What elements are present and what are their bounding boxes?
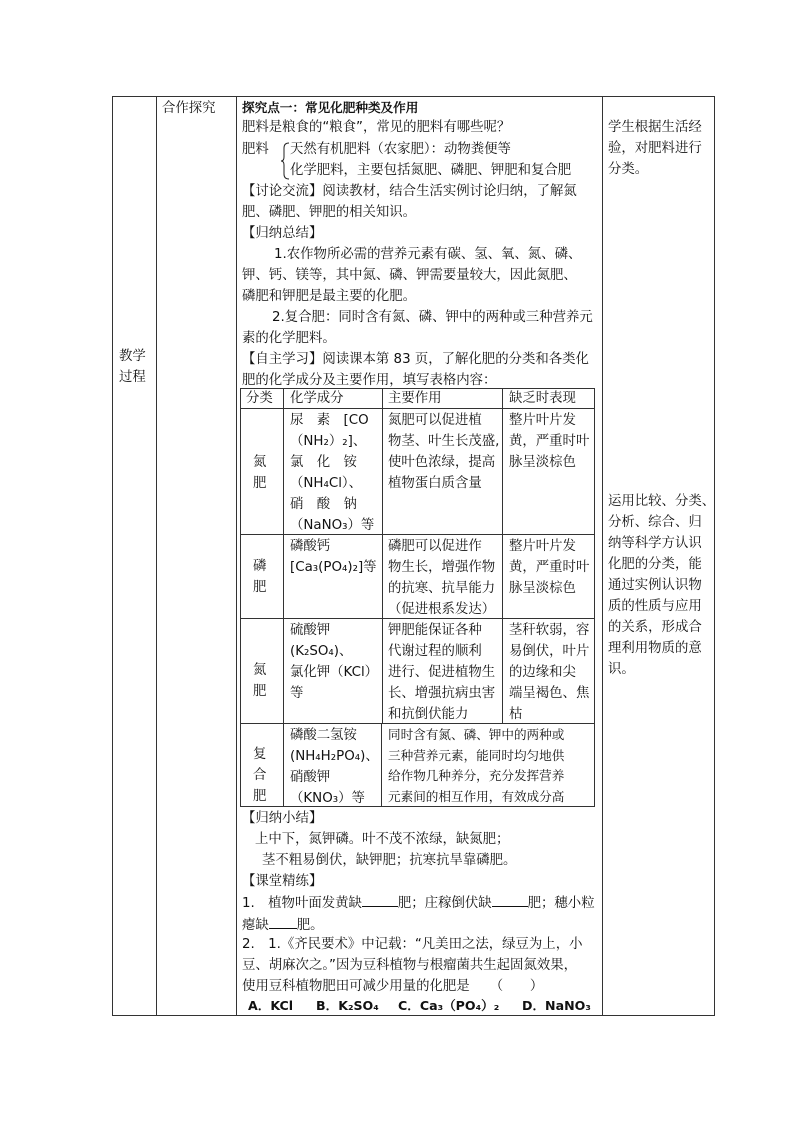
table-row-component: 磷酸二氢铵 (NH₄H₂PO₄)、 硝酸钾 （KNO₃）等 bbox=[290, 728, 379, 806]
table-row-component: 硫酸钾 (K₂SO₄)、 氯化钾（KCl） 等 bbox=[290, 623, 379, 701]
section-label: 教学 过程 bbox=[119, 349, 146, 385]
table-row-function: 同时含有氮、磷、钾中的两种或 三种营养元素，能同时均匀地供 给作物几种养分，充分发挥营养 元素间的相互作用，有效成分高 bbox=[388, 727, 565, 804]
table-row-component: 尿 素 [CO （NH₂）₂]、 氯 化 铵 （NH₄Cl）、 硝 酸 钠 （NaNO₃）等 bbox=[290, 413, 375, 533]
question-text: 肥料是粮食的“粮食”，常见的肥料有哪些呢？ bbox=[242, 120, 511, 135]
summary-point-2: 2.复合肥：同时含有氮、磷、钾中的两种或三种营养元 素的化学肥料。 bbox=[242, 310, 593, 346]
question-1: 1. 植物叶面发黄缺 肥；庄稼倒伏缺 肥；穗小粒 瘪缺 肥。 bbox=[242, 892, 595, 936]
organic-fertilizer: 天然有机肥料（农家肥）：动物粪便等 bbox=[290, 142, 511, 157]
section-heading: 探究点一：常见化肥种类及作用 bbox=[242, 100, 419, 115]
design-note-1: 学生根据生活经 验，对肥料进行 分类。 bbox=[608, 120, 702, 177]
answer-blank[interactable] bbox=[362, 892, 398, 907]
table-row-category: 磷 肥 bbox=[253, 559, 267, 595]
rhyme-line-2: 茎不粗易倒伏，缺钾肥；抗寒抗旱靠磷肥。 bbox=[262, 853, 517, 868]
table-divider bbox=[381, 723, 382, 807]
column-divider bbox=[602, 96, 603, 1016]
option-a[interactable]: A．KCl bbox=[248, 998, 294, 1013]
table-row-category: 复 合 肥 bbox=[253, 747, 267, 804]
summary-point-1: 1.农作物所必需的营养元素有碳、氢、氧、氮、磷、 钾、钙、镁等，其中氮、磷、钾需要量较大，因此氮肥、 磷肥和钾肥是最主要的化肥。 bbox=[242, 247, 582, 304]
small-summary-title: 【归纳小结】 bbox=[242, 811, 323, 826]
practice-title: 【课堂精练】 bbox=[242, 874, 323, 889]
table-header: 化学成分 bbox=[290, 391, 344, 406]
table-row-component: 磷酸钙 [Ca₃(PO₄)₂]等 bbox=[290, 539, 377, 575]
fertilizer-label: 肥料 bbox=[242, 142, 269, 157]
table-header: 主要作用 bbox=[388, 391, 442, 406]
table-row-function: 磷肥可以促进作 物生长，增强作物 的抗寒、抗旱能力 （促进根系发达） bbox=[388, 539, 496, 617]
design-note-2: 运用比较、分类、 分析、综合、归 纳等科学方认识 化肥的分类，能 通过实例认识物 质的性质与应用 的关系，形成合 理利用物质的意 识。 bbox=[608, 494, 716, 677]
table-header: 缺乏时表现 bbox=[509, 391, 576, 406]
chemical-fertilizer: 化学肥料，主要包括氮肥、磷肥、钾肥和复合肥 bbox=[290, 163, 572, 178]
table-row-deficiency: 茎秆软弱，容 易倒伏，叶片 的边缘和尖 端呈褐色、焦 枯 bbox=[509, 623, 590, 722]
column-divider bbox=[236, 96, 237, 1016]
brace-icon bbox=[280, 142, 290, 180]
rhyme-line-1: 上中下，氮钾磷。叶不茂不浓绿，缺氮肥； bbox=[255, 832, 510, 847]
question-2: 2. 1.《齐民要术》中记载：“凡美田之法，绿豆为上，小 豆、胡麻次之。”因为豆科植物与根瘤菌共生起固氮效果， 使用豆科植物肥田可减少用量的化肥是 （ ） bbox=[242, 937, 583, 994]
option-d[interactable]: D．NaNO₃ bbox=[522, 998, 591, 1013]
table-header: 分类 bbox=[246, 391, 273, 406]
column-divider bbox=[156, 96, 157, 1016]
table-row-deficiency: 整片叶片发 黄，严重时叶 脉呈淡棕色 bbox=[509, 539, 590, 596]
answer-blank[interactable] bbox=[492, 892, 528, 907]
summary-title: 【归纳总结】 bbox=[242, 226, 323, 241]
table-row-deficiency: 整片叶片发 黄，严重时叶 脉呈淡棕色 bbox=[509, 413, 590, 470]
table-divider bbox=[382, 388, 383, 723]
table-divider bbox=[283, 388, 284, 807]
discussion-text: 【讨论交流】阅读教材，结合生活实例讨论归纳，了解氮 肥、磷肥、钾肥的相关知识。 bbox=[242, 184, 577, 220]
answer-blank[interactable] bbox=[269, 914, 297, 929]
option-c[interactable]: C．Ca₃（PO₄）₂ bbox=[398, 998, 500, 1013]
table-row-category: 氮 肥 bbox=[253, 663, 267, 699]
table-row-function: 氮肥可以促进植 物茎、叶生长茂盛, 使叶色浓绿，提高 植物蛋白质含量 bbox=[388, 413, 500, 491]
table-divider bbox=[502, 388, 503, 723]
self-study-text: 【自主学习】阅读课本第 83 页，了解化肥的分类和各类化 肥的化学成分及主要作用，填写表格内容： bbox=[242, 352, 589, 388]
option-b[interactable]: B．K₂SO₄ bbox=[316, 998, 379, 1013]
table-row-category: 氮 肥 bbox=[253, 455, 267, 491]
activity-label: 合作探究 bbox=[162, 101, 216, 116]
table-row-function: 钾肥能保证各种 代谢过程的顺利 进行、促进植物生 长、增强抗病虫害 和抗倒伏能力 bbox=[388, 623, 496, 722]
